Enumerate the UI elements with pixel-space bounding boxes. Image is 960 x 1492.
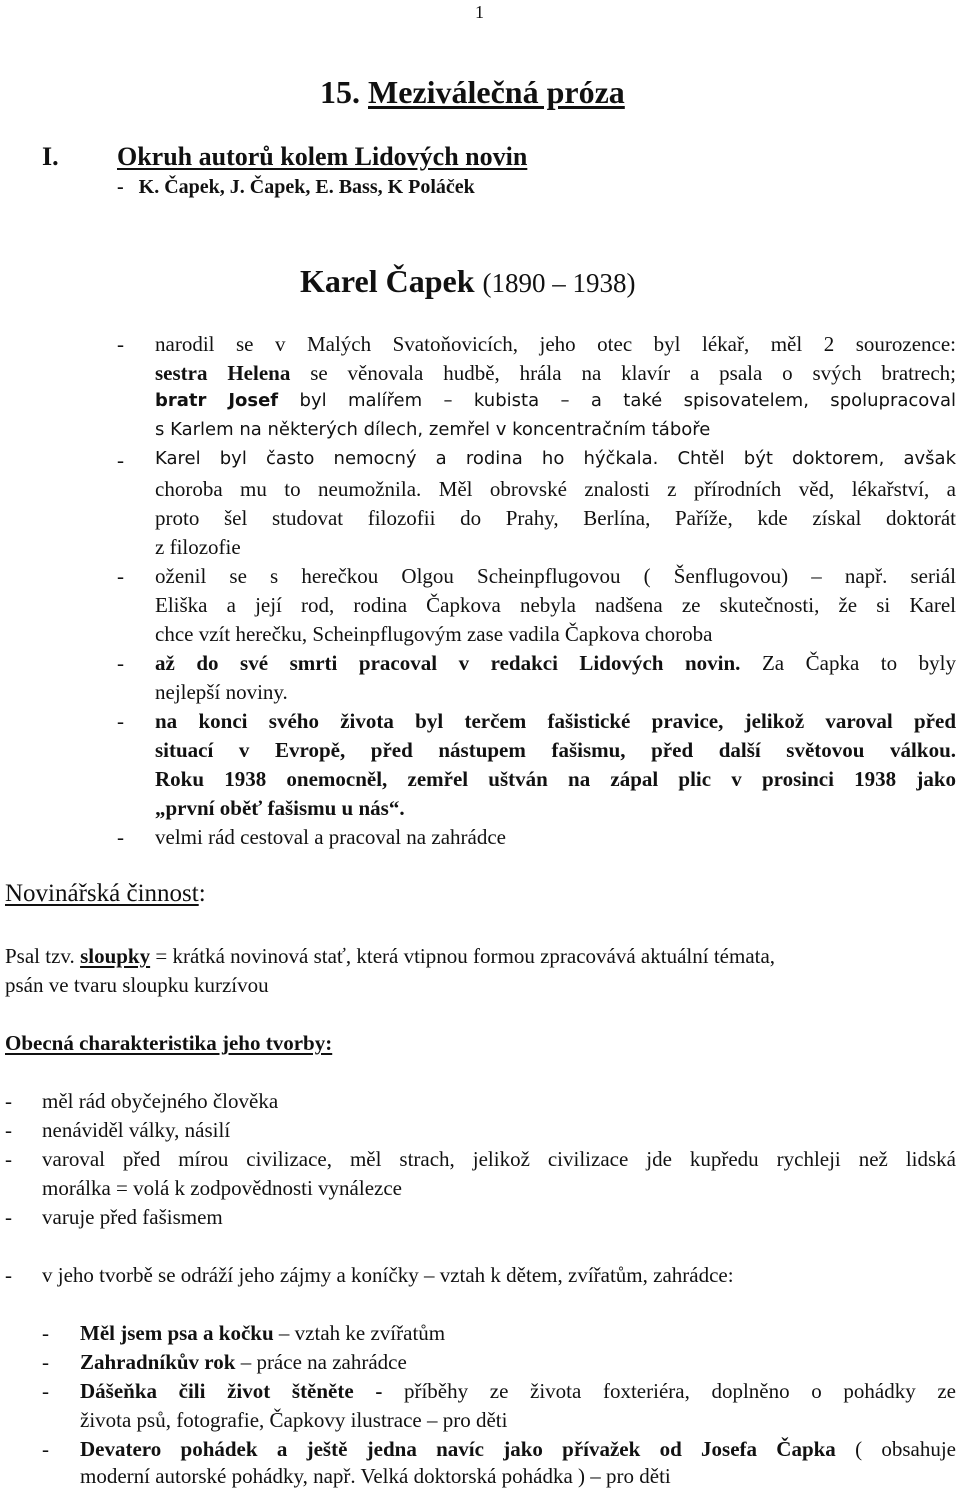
bullet-dash: - xyxy=(42,1379,49,1403)
section-authors: - K. Čapek, J. Čapek, E. Bass, K Poláček xyxy=(117,176,475,198)
list-item: nenáviděl války, násilí xyxy=(42,1118,231,1142)
work-title: Měl jsem psa a kočku xyxy=(80,1321,274,1345)
bullet-dash: - xyxy=(42,1321,49,1345)
journalism-heading-text: Novinářská činnost xyxy=(5,880,199,907)
work-item-continuation: moderní autorské pohádky, např. Velká doktorská pohádka ) – pro děti xyxy=(80,1464,671,1488)
page-number: 1 xyxy=(475,2,484,22)
bio-text: byl malířem – kubista – a také spisovatelem, spolupracoval xyxy=(299,390,956,411)
list-item: varoval před mírou civilizace, měl strach, jelikož civilizace jde kupředu rychleji než lidská xyxy=(42,1147,956,1171)
bio-line: choroba mu to neumožnila. Měl obrovské znalosti z přírodních věd, lékařství, a xyxy=(155,477,956,501)
bio-text: se věnovala hudbě, hrála na klavír a psala o svých bratrech; xyxy=(310,361,956,385)
bio-line: z filozofie xyxy=(155,535,241,559)
bio-line: Karel byl často nemocný a rodina ho hýčkala. Chtěl být doktorem, avšak xyxy=(155,448,956,469)
list-item: varuje před fašismem xyxy=(42,1205,223,1229)
bio-line: velmi rád cestoval a pracoval na zahrádce xyxy=(155,825,506,849)
interests-line: v jeho tvorbě se odráží jeho zájmy a koníčky – vztah k dětem, zvířatům, zahrádce: xyxy=(42,1263,734,1287)
bullet-dash: - xyxy=(5,1089,12,1113)
bio-bold: bratr Josef xyxy=(155,390,279,411)
bio-bold: sestra Helena xyxy=(155,361,291,385)
bio-line: „první oběť fašismu u nás“. xyxy=(155,796,405,820)
journalism-heading-colon: : xyxy=(198,880,206,907)
work-item xyxy=(80,1350,407,1375)
bullet-dash: - xyxy=(117,651,124,675)
characteristics-heading: Obecná charakteristika jeho tvorby: xyxy=(5,1031,333,1055)
author-heading xyxy=(300,263,636,300)
work-desc: ( obsahuje xyxy=(855,1437,957,1461)
author-years: (1890 – 1938) xyxy=(482,268,636,298)
work-item xyxy=(80,1379,956,1404)
bullet-dash: - xyxy=(42,1350,49,1374)
section-roman: I. xyxy=(42,142,59,171)
bio-line: chce vzít herečku, Scheinpflugovým zase vadila Čapkova choroba xyxy=(155,622,713,646)
bullet-dash: - xyxy=(42,1437,49,1461)
work-desc: – vztah ke zvířatům xyxy=(278,1321,446,1345)
journalism-term: sloupky xyxy=(80,944,151,968)
title-text: Meziválečná próza xyxy=(368,74,625,110)
bio-bold: až do své smrti pracoval v redakci Lidových novin. xyxy=(155,651,741,675)
author-name: Karel Čapek xyxy=(300,263,475,299)
bio-line xyxy=(155,651,956,676)
title-number: 15. xyxy=(320,74,360,110)
bullet-dash: - xyxy=(117,332,124,356)
journalism-rest: = krátká novinová stať, která vtipnou formou zpracovává aktuální témata, xyxy=(155,944,776,968)
journalism-pre: Psal tzv. xyxy=(5,944,75,968)
bullet-dash: - xyxy=(5,1263,12,1287)
bio-line: Eliška a její rod, rodina Čapkova nebyla nadšena ze skutečnosti, že si Karel xyxy=(155,593,956,617)
bullet-dash: - xyxy=(117,825,124,849)
bio-line: s Karlem na některých dílech, zemřel v koncentračním táboře xyxy=(155,419,711,440)
list-item: měl rád obyčejného člověka xyxy=(42,1089,279,1113)
list-item-continuation: morálka = volá k zodpovědnosti vynálezce xyxy=(42,1176,402,1200)
bio-line xyxy=(155,390,956,411)
bullet-dash: - xyxy=(117,448,124,472)
work-title: Zahradníkův rok xyxy=(80,1350,236,1374)
work-desc: příběhy ze života foxteriéra, doplněno o pohádky ze xyxy=(403,1379,956,1403)
bio-line: oženil se s herečkou Olgou Scheinpflugovou ( Šenflugovou) – např. seriál xyxy=(155,564,956,588)
work-item xyxy=(80,1321,445,1346)
bio-line: na konci svého života byl terčem fašistické pravice, jelikož varoval před xyxy=(155,709,956,733)
section-title: Okruh autorů kolem Lidových novin xyxy=(117,142,528,171)
bio-text: Za Čapka to byly xyxy=(761,651,957,675)
journalism-heading xyxy=(5,880,206,908)
work-item xyxy=(80,1437,956,1462)
work-item-continuation: života psů, fotografie, Čapkovy ilustrace – pro děti xyxy=(80,1408,508,1432)
bullet-dash: - xyxy=(117,709,124,733)
work-title: Dášeňka čili život štěněte - xyxy=(80,1379,383,1403)
journalism-line xyxy=(5,944,775,969)
work-title: Devatero pohádek a ještě jedna navíc jako přívažek od Josefa Čapka xyxy=(80,1437,836,1461)
work-desc: – práce na zahrádce xyxy=(240,1350,407,1374)
bullet-dash: - xyxy=(5,1205,12,1229)
page-title xyxy=(320,74,625,111)
journalism-line: psán ve tvaru sloupku kurzívou xyxy=(5,973,269,997)
bio-line xyxy=(155,361,956,386)
bio-line: proto šel studovat filozofii do Prahy, Berlína, Paříže, kde získal doktorát xyxy=(155,506,956,530)
bullet-dash: - xyxy=(5,1147,12,1171)
bullet-dash: - xyxy=(117,564,124,588)
bio-line: narodil se v Malých Svatoňovicích, jeho otec byl lékař, měl 2 sourozence: xyxy=(155,332,956,356)
bullet-dash: - xyxy=(5,1118,12,1142)
bio-line: situací v Evropě, před nástupem fašismu, před další světovou válkou. xyxy=(155,738,956,762)
bio-line: Roku 1938 onemocněl, zemřel uštván na zápal plic v prosinci 1938 jako xyxy=(155,767,956,791)
bio-line: nejlepší noviny. xyxy=(155,680,288,704)
